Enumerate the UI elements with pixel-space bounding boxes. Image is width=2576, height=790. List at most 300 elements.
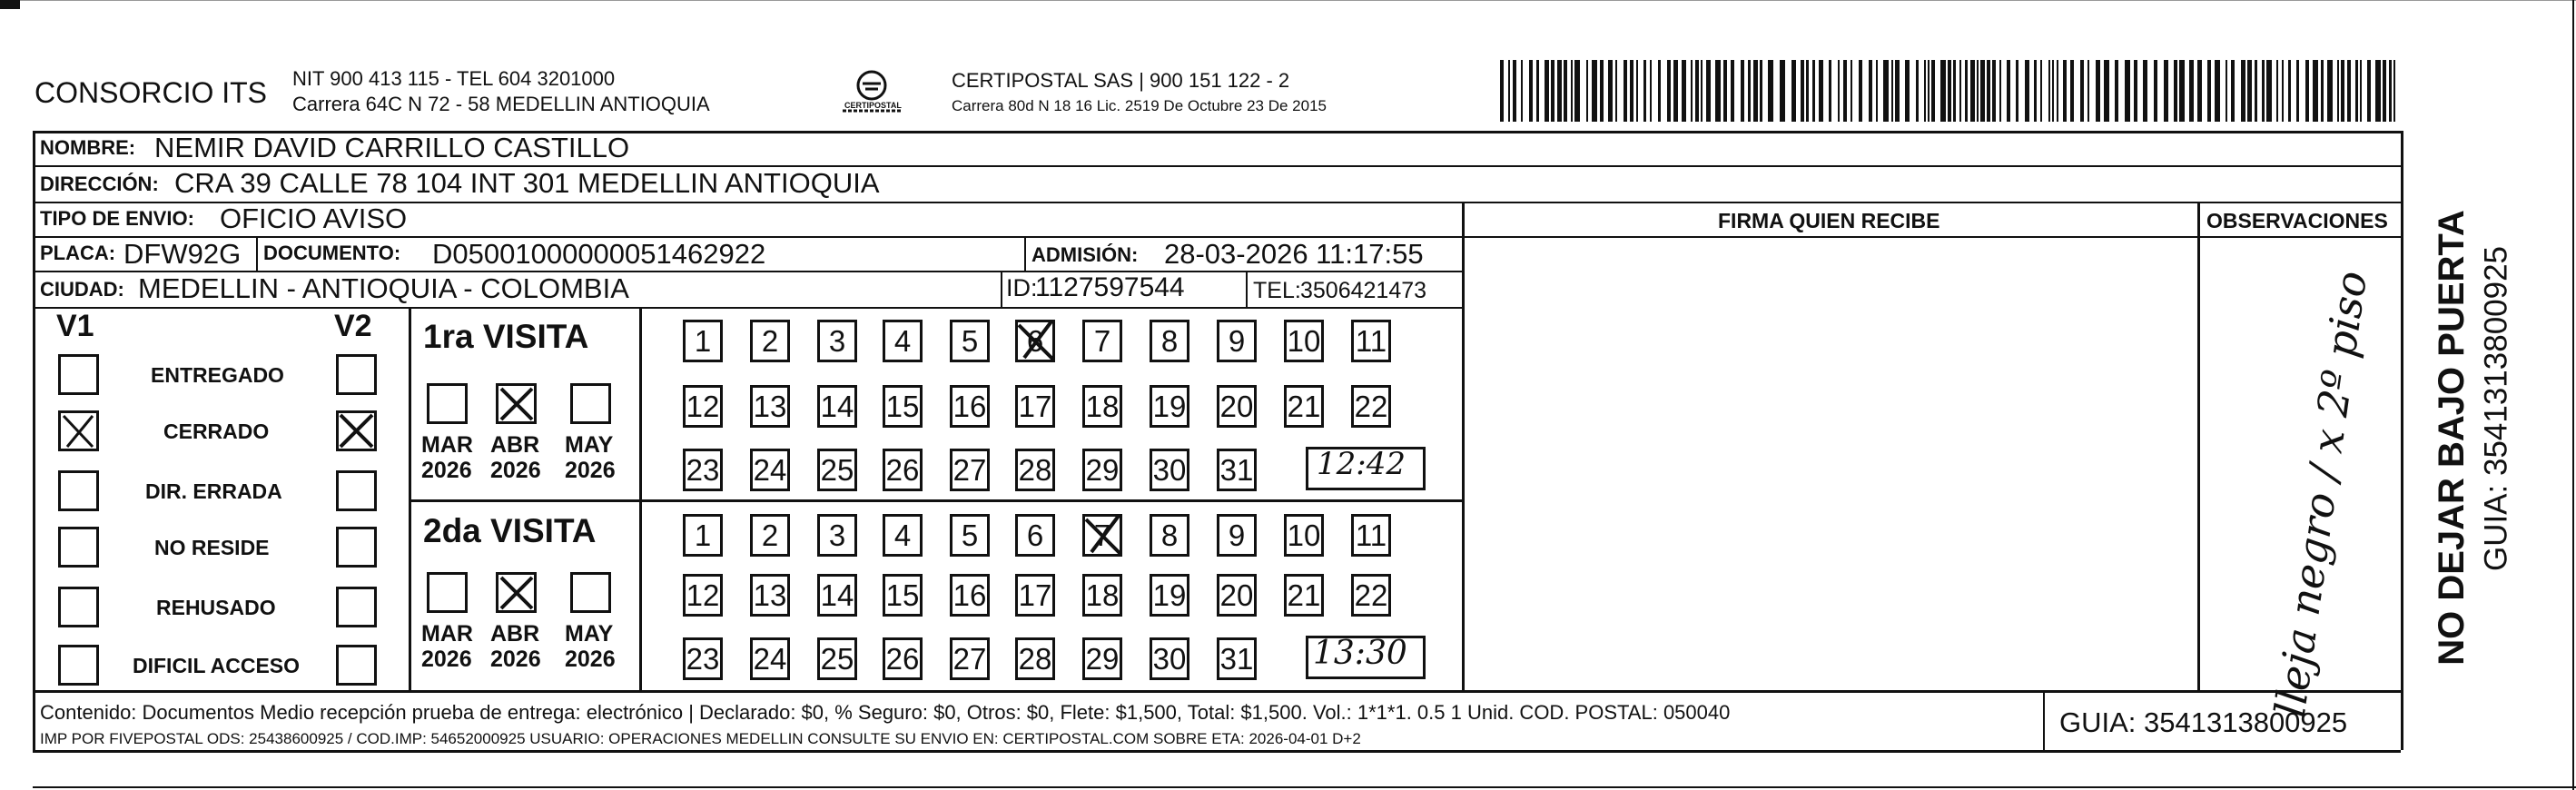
day-box[interactable] [750,385,790,428]
barcode-bar [1636,60,1638,122]
day-number: 18 [1085,578,1120,612]
barcode-bar [2231,60,2235,122]
barcode-bar [2266,60,2272,122]
city-label: CIUDAD: [40,278,124,301]
day-box[interactable] [950,637,990,680]
visit2-title: 2da VISITA [423,512,597,549]
barcode-bar [2087,60,2089,122]
day-number: 26 [885,641,920,676]
barcode-bar [2375,60,2381,122]
barcode-bar [1521,60,1523,122]
barcode-bar [2327,60,2333,122]
day-box[interactable] [817,320,857,362]
day-number: 29 [1085,452,1120,487]
day-number: 15 [885,389,920,423]
v1-header: V1 [56,309,94,343]
day-box[interactable] [1015,514,1055,557]
day-box[interactable] [683,385,723,428]
barcode-bar [2104,60,2109,122]
barcode-bar [2296,60,2299,122]
barcode-bar [1895,60,1900,122]
barcode-bar [1876,60,1878,122]
barcode-bar [2255,60,2257,122]
barcode-bar [1992,60,1996,122]
scan-right-line [2572,0,2574,790]
barcode-bar [2383,60,2386,122]
plate-label: PLACA: [40,242,116,264]
barcode-bar [1977,60,1979,122]
barcode-bar [1768,60,1773,122]
day-box[interactable] [750,514,790,557]
status-label: CERRADO [163,420,270,443]
day-box[interactable] [750,320,790,362]
barcode-bar [2393,60,2395,122]
name-label: NOMBRE: [40,136,136,159]
day-number: 9 [1228,323,1246,358]
day-box[interactable] [817,449,857,491]
barcode-bar [1999,60,2001,122]
barcode-bar [1673,60,1678,122]
barcode-bar [1571,60,1573,122]
visit1-time: 12:42 [1317,446,1406,482]
company-nit: NIT 900 413 115 - TEL 604 3201000 [292,67,616,90]
v2-checkbox[interactable] [336,410,377,451]
day-number: 27 [952,641,987,676]
barcode-bar [1748,60,1751,122]
company-name: CONSORCIO ITS [35,76,268,109]
day-number: 23 [686,452,720,487]
day-number: 16 [952,389,987,423]
barcode-bar [1592,60,1597,122]
barcode-bar [1564,60,1567,122]
barcode-bar [2262,60,2265,122]
footer-guia: GUIA: 3541313800925 [2059,706,2348,738]
day-box[interactable] [1217,514,1257,557]
day-box[interactable] [683,637,723,680]
month-checkbox-may[interactable] [570,572,611,613]
month-label: MAY [565,432,614,458]
certipostal-logo [835,65,908,120]
barcode-bar [1959,60,1961,122]
day-number: 5 [961,323,979,358]
day-box[interactable] [1284,514,1324,557]
type-value: OFICIO AVISO [220,202,408,234]
barcode-bar [1812,60,1815,122]
v1-checkbox[interactable] [58,645,99,686]
day-box[interactable] [683,514,723,557]
day-box[interactable] [1082,514,1122,557]
month-checkbox-may[interactable] [570,383,611,424]
address-label: DIRECCIÓN: [40,173,159,195]
barcode-bar [2215,60,2220,122]
barcode-bar [1536,60,1539,122]
day-box[interactable] [817,514,857,557]
day-box[interactable] [950,385,990,428]
day-box[interactable] [883,320,923,362]
barcode-bar [1819,60,1823,122]
barcode-bar [1715,60,1721,122]
day-box[interactable] [1150,514,1189,557]
id-label: ID: [1006,274,1038,301]
v2-checkbox[interactable] [336,354,377,395]
status-label: NO RESIDE [154,536,270,559]
footer-content: Contenido: Documentos Medio recepción prueba de entrega: electrónico | Declarado: $0, % Seguro: $0, Otros: $0, Flete: $1,500, Total: $1,500. Vol.: 1*1*1. 0.5 1 Unid. COD. POSTAL: 050040 [40,701,1731,724]
day-box[interactable] [950,320,990,362]
type-label: TIPO DE ENVIO: [40,207,194,230]
day-number: 19 [1152,389,1187,423]
day-box[interactable] [950,449,990,491]
day-number: 17 [1018,389,1052,423]
scan-edge-line [20,0,2576,1]
day-box[interactable] [1082,385,1122,428]
barcode-bar [1801,60,1804,122]
carrier-name: CERTIPOSTAL SAS | 900 151 122 - 2 [952,69,1290,92]
scan-bottom-line [33,786,2576,788]
barcode-bar [2355,60,2358,122]
barcode-bar [1695,60,1699,122]
day-box[interactable] [883,574,923,617]
barcode-bar [2063,60,2067,122]
frame-bottom [33,750,2401,753]
barcode-bar [2347,60,2351,122]
day-box[interactable] [1082,637,1122,680]
barcode-bar [2226,60,2227,122]
barcode-bar [1624,60,1627,122]
day-number: 25 [820,641,854,676]
month-year: 2026 [565,647,616,672]
day-box[interactable] [1217,320,1257,362]
barcode-bar [2143,60,2147,122]
day-number: 30 [1152,641,1187,676]
day-box[interactable] [1351,574,1391,617]
day-box[interactable] [1082,449,1122,491]
day-number: 28 [1018,452,1052,487]
barcode-bar [2048,60,2050,122]
footer-guia-divider [2043,690,2045,750]
signature-col-left [1462,202,1465,690]
barcode-bar [1953,60,1956,122]
day-box[interactable] [1082,320,1122,362]
barcode-bar [1780,60,1785,122]
barcode-bar [1630,60,1633,122]
day-box[interactable] [750,449,790,491]
barcode-bar [2276,60,2278,122]
barcode-bar [2115,60,2118,122]
day-box[interactable] [817,574,857,617]
month-label: ABR [490,621,540,647]
day-box[interactable] [750,574,790,617]
barcode-bar [1891,60,1893,122]
day-number: 14 [820,578,854,612]
day-number: 12 [686,578,720,612]
day-box[interactable] [817,385,857,428]
day-number: 10 [1287,518,1321,552]
barcode [1500,60,2408,122]
day-box[interactable] [1150,385,1189,428]
status-divider [409,307,411,690]
day-box[interactable] [950,574,990,617]
day-box[interactable] [1015,320,1055,362]
day-number: 27 [952,452,987,487]
day-box[interactable] [1217,385,1257,428]
barcode-bar [2282,60,2284,122]
day-number: 13 [753,578,787,612]
v2-checkbox[interactable] [336,587,377,627]
admission-label: ADMISIÓN: [1031,243,1139,266]
v1-checkbox[interactable] [58,470,99,511]
day-box[interactable] [950,514,990,557]
barcode-bar [1682,60,1686,122]
day-box[interactable] [1351,514,1391,557]
barcode-bar [2016,60,2018,122]
day-box[interactable] [1015,637,1055,680]
barcode-bar [2179,60,2185,122]
barcode-bar [1731,60,1734,122]
plate-divider [256,236,258,271]
barcode-bar [1928,60,1930,122]
month-year: 2026 [490,458,541,483]
barcode-bar [2313,60,2318,122]
frame-right [2401,131,2403,750]
name-value: NEMIR DAVID CARRILLO CASTILLO [154,132,630,163]
barcode-bar [1791,60,1796,122]
day-number: 8 [1160,518,1179,552]
day-box[interactable] [1351,385,1391,428]
barcode-bar [1753,60,1758,122]
day-number: 1 [694,323,712,358]
day-box[interactable] [1217,637,1257,680]
barcode-bar [1948,60,1951,122]
barcode-bar [2040,60,2042,122]
month-label: MAR [421,432,473,458]
barcode-bar [1529,60,1533,122]
barcode-bar [2341,60,2344,122]
day-box[interactable] [883,514,923,557]
day-number: 1 [694,518,712,552]
day-number: 18 [1085,389,1120,423]
barcode-bar [1557,60,1562,122]
day-number: 24 [753,452,787,487]
day-number: 26 [885,452,920,487]
month-label: MAY [565,621,614,647]
v1-checkbox[interactable] [58,410,99,451]
barcode-bar [1970,60,1975,122]
status-label: ENTREGADO [151,363,284,387]
footer-top-line [33,690,2401,693]
day-box[interactable] [1351,320,1391,362]
month-checkbox-mar[interactable] [427,572,468,613]
day-box[interactable] [1015,574,1055,617]
day-number: 23 [686,641,720,676]
day-box[interactable] [1150,320,1189,362]
observations-col-left [2197,202,2200,690]
barcode-bar [1574,60,1580,122]
v1-checkbox[interactable] [58,354,99,395]
barcode-bar [1691,60,1693,122]
barcode-bar [1838,60,1840,122]
barcode-bar [1905,60,1910,122]
day-box[interactable] [1217,449,1257,491]
day-box[interactable] [1217,574,1257,617]
barcode-bar [2189,60,2194,122]
row-line-5 [33,307,1464,309]
barcode-bar [1643,60,1646,122]
day-box[interactable] [1150,637,1189,680]
v1-checkbox[interactable] [58,527,99,568]
barcode-bar [1615,60,1617,122]
month-checkbox-abr[interactable] [496,572,537,613]
month-label: ABR [490,432,540,458]
barcode-bar [1829,60,1831,122]
day-number: 20 [1219,578,1254,612]
day-number: 29 [1085,641,1120,676]
carrier-address: Carrera 80d N 18 16 Lic. 2519 De Octubre 23 De 2015 [952,97,1327,114]
observations-handwriting: lleja negro / x 2º piso [2265,268,2377,720]
day-number: 30 [1152,452,1187,487]
barcode-bar [1760,60,1762,122]
month-year: 2026 [490,647,541,672]
day-box[interactable] [683,320,723,362]
day-box[interactable] [1284,574,1324,617]
barcode-bar [2241,60,2245,122]
day-number: 3 [828,323,846,358]
months-divider [639,307,642,690]
barcode-bar [2057,60,2058,122]
barcode-bar [2305,60,2309,122]
barcode-bar [2125,60,2130,122]
barcode-bar [2207,60,2211,122]
barcode-bar [2134,60,2137,122]
barcode-bar [1545,60,1549,122]
day-box[interactable] [683,574,723,617]
tel-label: TEL: [1253,278,1301,303]
barcode-bar [1859,60,1862,122]
month-checkbox-abr[interactable] [496,383,537,424]
company-address: Carrera 64C N 72 - 58 MEDELLIN ANTIOQUIA [292,93,710,115]
day-box[interactable] [883,449,923,491]
day-box[interactable] [1015,385,1055,428]
month-year: 2026 [421,458,472,483]
visit2-time: 13:30 [1313,635,1407,672]
day-number: 8 [1160,323,1179,358]
admission-divider [1024,236,1026,271]
barcode-bar [1851,60,1852,122]
day-box[interactable] [1150,449,1189,491]
day-number: 10 [1287,323,1321,358]
day-number: 16 [952,578,987,612]
v2-checkbox[interactable] [336,645,377,686]
day-number: 6 [1026,323,1044,358]
barcode-bar [1965,60,1968,122]
barcode-bar [2154,60,2157,122]
month-year: 2026 [565,458,616,483]
month-checkbox-mar[interactable] [427,383,468,424]
day-box[interactable] [1082,574,1122,617]
barcode-bar [1723,60,1727,122]
side-notice: NO DEJAR BAJO PUERTA [2432,210,2472,666]
admission-value: 28-03-2026 11:17:55 [1164,238,1424,270]
day-box[interactable] [1284,385,1324,428]
barcode-bar [1931,60,1935,122]
status-label: DIR. ERRADA [145,479,282,503]
day-number: 5 [961,518,979,552]
v2-header: V2 [334,309,372,343]
barcode-bar [2052,60,2054,122]
barcode-bar [2288,60,2291,122]
day-number: 22 [1354,389,1388,423]
barcode-bar [2007,60,2010,122]
address-value: CRA 39 CALLE 78 104 INT 301 MEDELLIN ANTIOQUIA [174,167,880,199]
day-number: 17 [1018,578,1052,612]
barcode-bar [1608,60,1613,122]
day-number: 19 [1152,578,1187,612]
day-box[interactable] [683,449,723,491]
day-number: 3 [828,518,846,552]
status-label: REHUSADO [156,596,276,619]
day-box[interactable] [817,637,857,680]
scan-artifact [0,0,20,9]
day-number: 24 [753,641,787,676]
barcode-bar [1500,60,1504,122]
day-number: 9 [1228,518,1246,552]
barcode-bar [1650,60,1652,122]
footer-print-info: IMP POR FIVEPOSTAL ODS: 25438600925 / COD.IMP: 54652000925 USUARIO: OPERACIONES MEDELLIN CONSULTE SU ENVIO EN: CERTIPOSTAL.COM SOBRE ETA: 2026-04-01 D+2 [40,730,1361,747]
barcode-bar [1806,60,1809,122]
v2-checkbox[interactable] [336,527,377,568]
barcode-bar [1940,60,1946,122]
barcode-bar [1987,60,1990,122]
barcode-bar [1701,60,1703,122]
barcode-bar [1706,60,1711,122]
barcode-bar [2025,60,2029,122]
barcode-bar [2360,60,2362,122]
month-year: 2026 [421,647,472,672]
day-number: 21 [1287,389,1321,423]
day-number: 7 [1093,518,1111,552]
barcode-bar [2080,60,2084,122]
v2-checkbox[interactable] [336,470,377,511]
day-box[interactable] [750,637,790,680]
v1-checkbox[interactable] [58,587,99,627]
day-number: 4 [893,518,912,552]
document-value: D05001000000051462922 [432,238,766,270]
day-box[interactable] [1284,320,1324,362]
day-box[interactable] [1015,449,1055,491]
day-box[interactable] [1150,574,1189,617]
barcode-bar [2337,60,2339,122]
barcode-bar [1883,60,1889,122]
barcode-bar [2164,60,2168,122]
barcode-bar [1600,60,1604,122]
day-number: 2 [761,518,779,552]
visit-divider [409,499,1464,502]
day-box[interactable] [883,385,923,428]
id-value: 1127597544 [1035,272,1185,302]
barcode-bar [2174,60,2177,122]
barcode-bar [1924,60,1926,122]
day-number: 20 [1219,389,1254,423]
barcode-bar [1513,60,1516,122]
status-label: DIFICIL ACCESO [133,654,301,677]
day-number: 15 [885,578,920,612]
day-box[interactable] [883,637,923,680]
day-number: 14 [820,389,854,423]
day-number: 22 [1354,578,1388,612]
barcode-bar [1980,60,1985,122]
frame-left [33,131,35,750]
barcode-bar [2096,60,2100,122]
day-number: 13 [753,389,787,423]
